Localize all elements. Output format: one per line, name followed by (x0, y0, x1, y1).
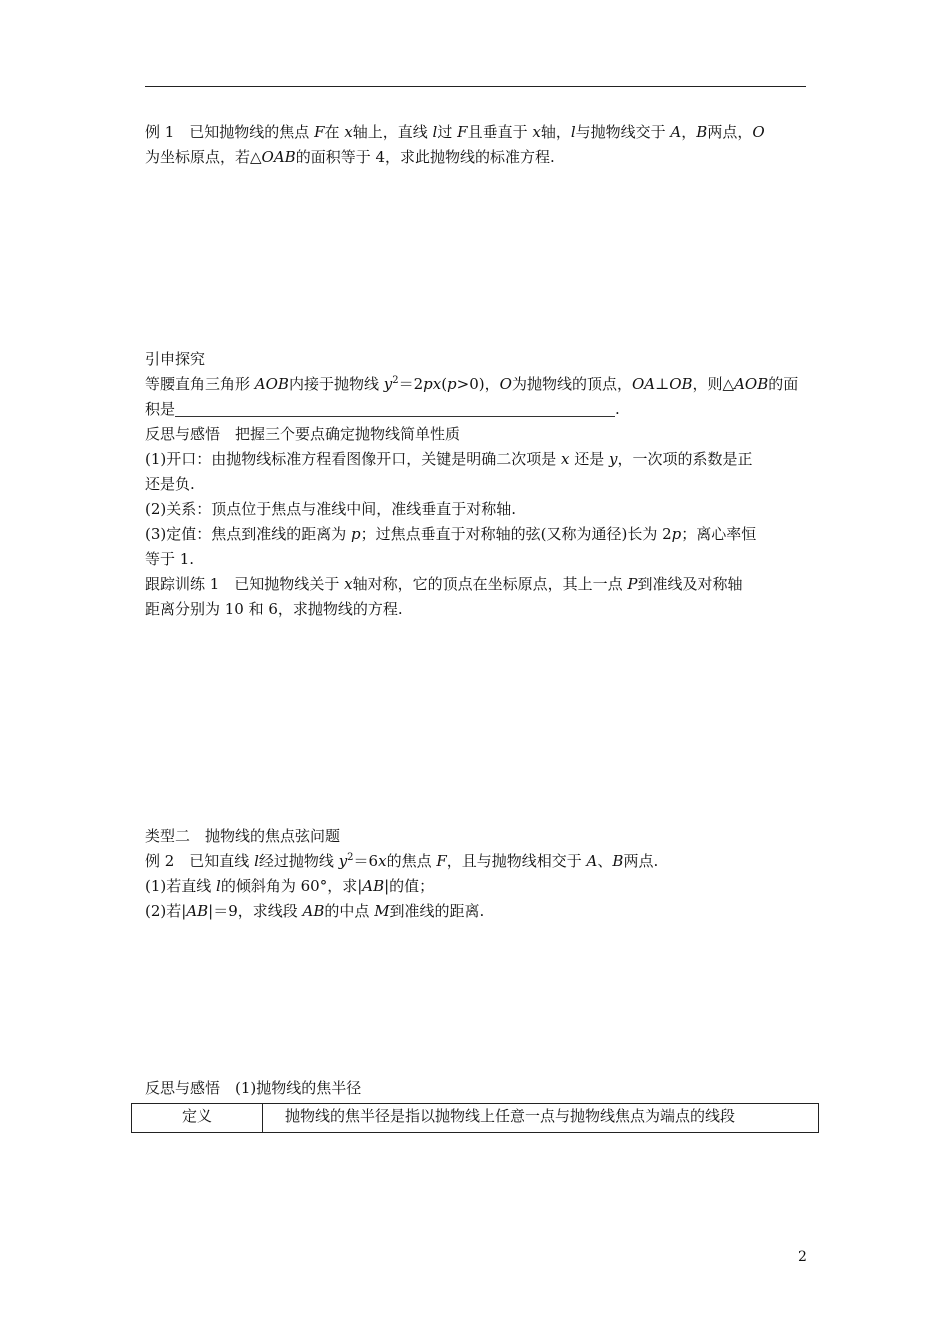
text-run: >0)， (456, 375, 500, 393)
math-symbol: AB (302, 902, 325, 920)
reflection-1-point-1-line-1 (145, 447, 810, 472)
math-symbol: x (378, 852, 387, 870)
math-symbol: p (671, 525, 682, 543)
math-symbol: x (344, 123, 353, 141)
text-run: |的值； (384, 877, 435, 895)
text-run: 轴上，直线 (352, 123, 433, 141)
extension-title: 引申探究 (145, 350, 206, 368)
math-symbol: x (344, 575, 353, 593)
text-run: 、 (597, 852, 613, 870)
example-2 (145, 849, 810, 874)
text-run: ；离心率恒 (681, 525, 757, 543)
table-cell-key: 定义 (132, 1104, 263, 1133)
page-number: 2 (798, 1249, 807, 1265)
text-run: 经过抛物线 (258, 852, 339, 870)
math-symbol: A (586, 852, 598, 870)
text-run: 的面积等于 4，求此抛物线的标准方程. (295, 148, 555, 166)
extension-line-1 (145, 372, 810, 397)
example-2-question-2 (145, 899, 810, 924)
text-run: ＝6 (353, 852, 379, 870)
superscript: 2 (347, 852, 354, 863)
reflection-1-title: 反思与感悟 把握三个要点确定抛物线简单性质 (145, 425, 461, 443)
text-run: ＝2 (398, 375, 424, 393)
text-run: 两点， (707, 123, 753, 141)
text-run: 与抛物线交于 (575, 123, 671, 141)
text-run: 两点. (623, 852, 659, 870)
text-run: ， (681, 123, 697, 141)
math-symbol: O (499, 375, 512, 393)
text-run: 过 (437, 123, 458, 141)
example-2-question-1 (145, 874, 810, 899)
math-symbol: F (436, 852, 447, 870)
text-run: (1)开口：由抛物线标准方程看图像开口，关键是明确二次项是 (145, 450, 562, 468)
text-run: 内接于抛物线 (288, 375, 384, 393)
text-run: 例 1 已知抛物线的焦点 (145, 123, 315, 141)
math-symbol: y (609, 450, 618, 468)
text-run: 轴对称，它的顶点在坐标原点，其上一点 (352, 575, 628, 593)
practice-1-line-1 (145, 572, 810, 597)
extension-line-2-suffix: . (615, 400, 620, 418)
reflection-2 (145, 1076, 810, 1101)
math-symbol: y (338, 852, 348, 870)
text-run: ，一次项的系数是正 (617, 450, 753, 468)
text-run: 到准线的距离. (389, 902, 485, 920)
table-row (132, 1104, 819, 1133)
type-2-title: 类型二 抛物线的焦点弦问题 (145, 827, 341, 845)
text-run: (1)若直线 (145, 877, 217, 895)
practice-1 (145, 572, 810, 622)
math-symbol: AB (186, 902, 209, 920)
practice-1-line-2: 距离分别为 10 和 6，求抛物线的方程. (145, 600, 403, 618)
text-run: 例 2 已知直线 (145, 852, 255, 870)
extension-section (145, 347, 810, 422)
math-symbol: B (696, 123, 708, 141)
text-run: 的面 (768, 375, 799, 393)
table-cell-value: 抛物线的焦半径是指以抛物线上任意一点与抛物线焦点为端点的线段 (263, 1104, 819, 1133)
text-run: 在 (324, 123, 345, 141)
math-symbol: M (374, 902, 390, 920)
math-symbol: l (432, 123, 438, 141)
text-run: 的倾斜角为 60°，求| (220, 877, 363, 895)
text-run: 为抛物线的顶点， (511, 375, 632, 393)
math-symbol: x (532, 123, 541, 141)
math-symbol: p (447, 375, 457, 393)
header-rule (145, 86, 806, 87)
math-symbol: O (752, 123, 765, 141)
extension-line-2-prefix: 积是 (145, 400, 176, 418)
text-run: 的中点 (324, 902, 375, 920)
text-run: 的焦点 (386, 852, 437, 870)
math-symbol: OAB (261, 148, 296, 166)
type-2-section (145, 824, 810, 924)
math-symbol: F (314, 123, 325, 141)
math-symbol: p (351, 525, 361, 543)
example-1-line-1 (145, 120, 810, 145)
text-run: (2)若| (145, 902, 187, 920)
reflection-2-title: 反思与感悟 (1)抛物线的焦半径 (145, 1079, 362, 1097)
math-symbol: AOB (734, 375, 769, 393)
text-run: |＝9，求线段 (208, 902, 303, 920)
superscript: 2 (392, 375, 399, 386)
text-run: ( (441, 375, 448, 393)
text-run: ，且与抛物线相交于 (446, 852, 587, 870)
text-run: 且垂直于 (467, 123, 533, 141)
math-symbol: AB (362, 877, 385, 895)
text-run: 为坐标原点，若△ (145, 148, 262, 166)
reflection-1-point-3-line-2: 等于 1. (145, 550, 195, 568)
math-symbol: OA (631, 375, 656, 393)
text-run: ；过焦点垂直于对称轴的弦(又称为通径)长为 2 (360, 525, 672, 543)
text-run: ，则△ (692, 375, 735, 393)
math-symbol: l (216, 877, 221, 895)
text-run: (3)定值：焦点到准线的距离为 (145, 525, 352, 543)
text-run: 等腰直角三角形 (145, 375, 255, 393)
example-1 (145, 120, 810, 170)
reflection-1-point-2: (2)关系：顶点位于焦点与准线中间，准线垂直于对称轴. (145, 500, 517, 518)
math-symbol: x (561, 450, 570, 468)
math-symbol: px (423, 375, 442, 393)
reflection-1 (145, 422, 810, 572)
example-1-line-2 (145, 145, 810, 170)
focal-radius-table (131, 1103, 819, 1133)
extension-line-2 (145, 397, 810, 422)
math-symbol: AOB (254, 375, 289, 393)
math-symbol: F (457, 123, 468, 141)
reflection-1-point-1-line-2: 还是负. (145, 475, 195, 493)
answer-blank[interactable] (175, 400, 615, 417)
text-run: 还是 (569, 450, 610, 468)
math-symbol: B (612, 852, 624, 870)
math-symbol: P (627, 575, 638, 593)
text-run: ⊥ (655, 375, 670, 393)
text-run: 跟踪训练 1 已知抛物线关于 (145, 575, 345, 593)
text-run: 到准线及对称轴 (637, 575, 743, 593)
math-symbol: OB (669, 375, 693, 393)
math-symbol: l (254, 852, 259, 870)
text-run: 轴， (540, 123, 571, 141)
reflection-1-point-3-line-1 (145, 522, 810, 547)
math-symbol: l (570, 123, 576, 141)
math-symbol: A (670, 123, 682, 141)
math-symbol: y (383, 375, 393, 393)
